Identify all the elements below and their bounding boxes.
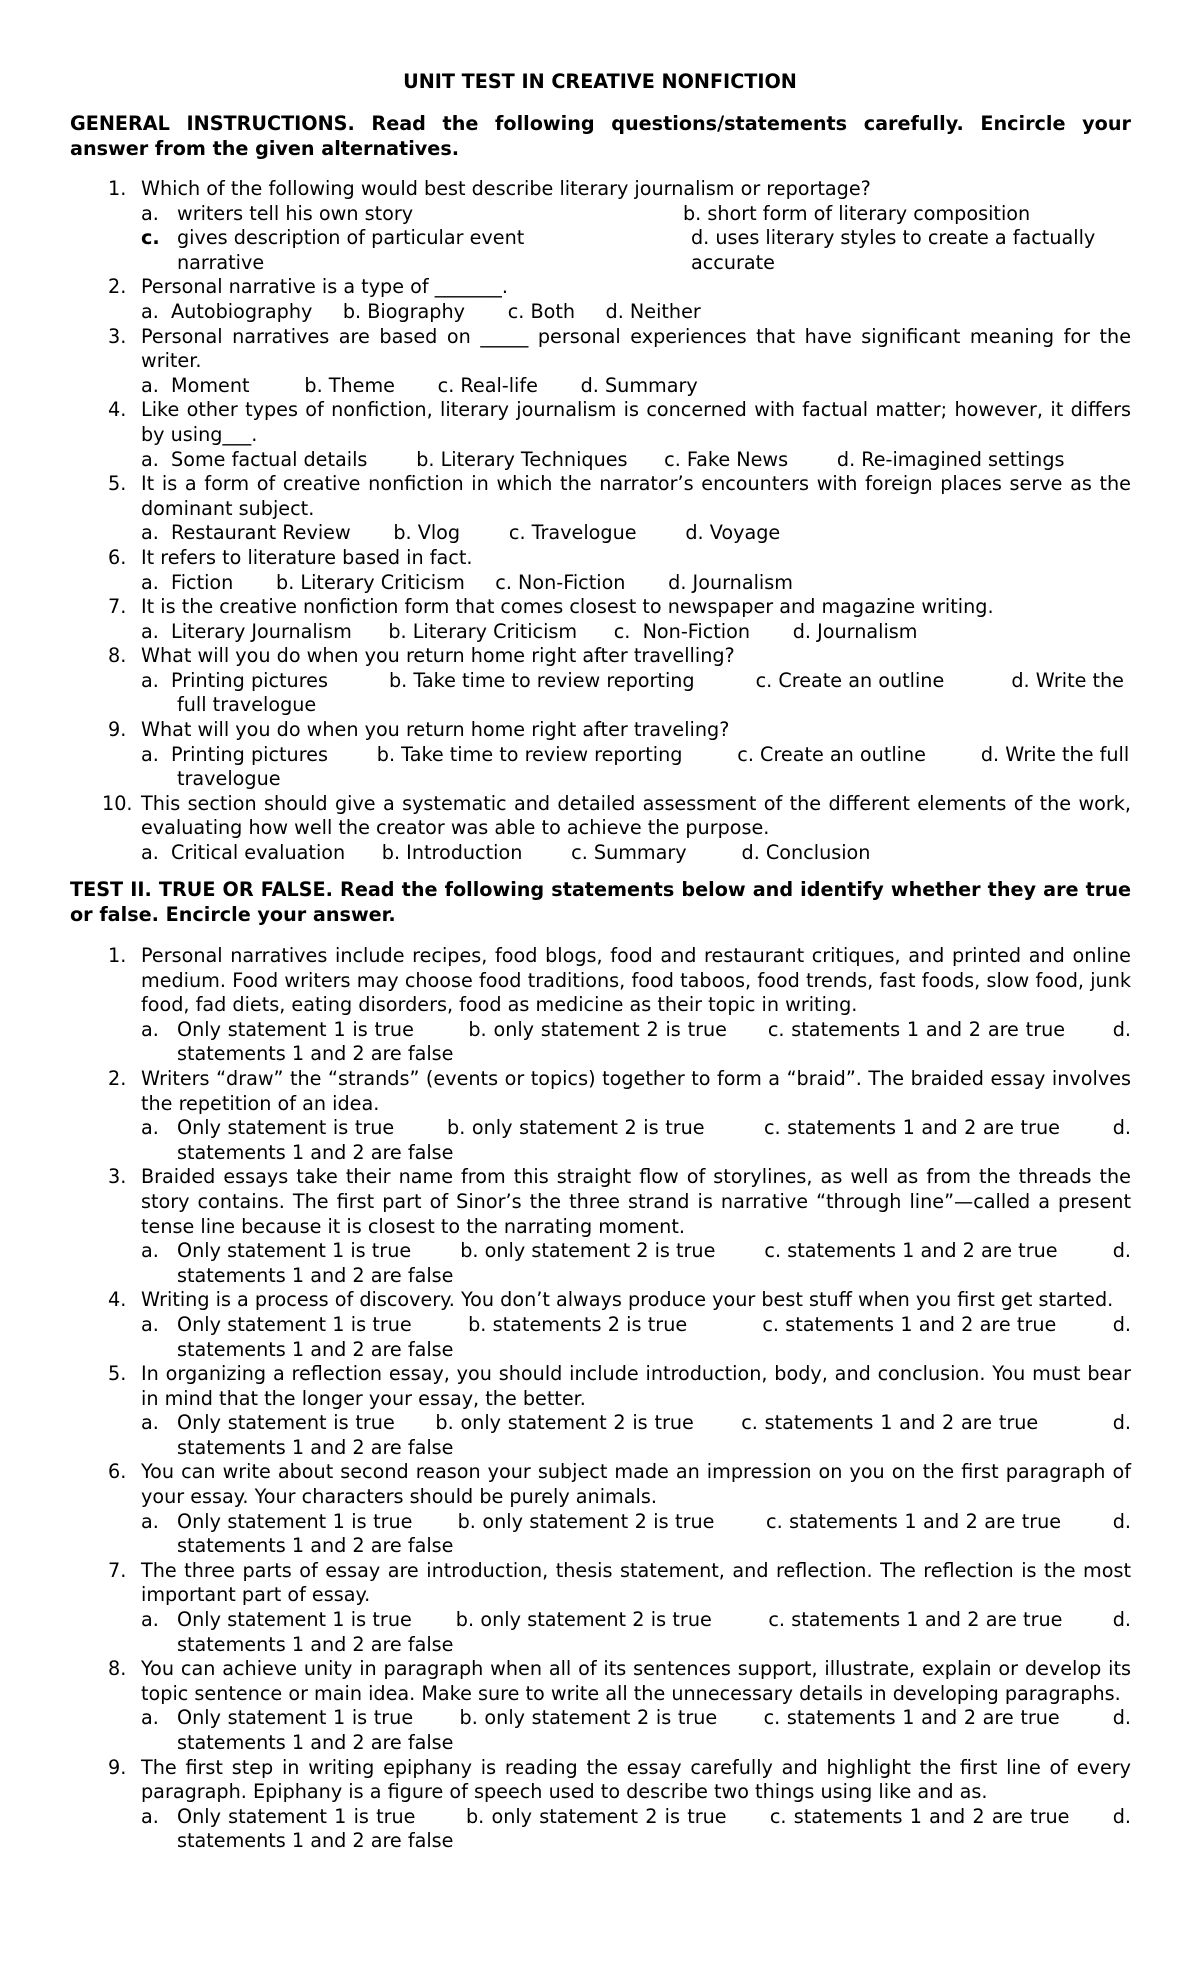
tf-item (70, 944, 1138, 1067)
question-text: It is a form of creative nonfiction in which the narrator’s encounters with foreign places serve as the dominant subject. (141, 472, 1131, 520)
question-1 (70, 177, 1131, 275)
item-number: 8. (108, 1657, 127, 1681)
tf-item (70, 1066, 1138, 1165)
item-text: Braided essays take their name from this straight flow of storylines, as well as from the threads the story contains. The first part of Sinor’s the three strand is narrative “through line”—called a present tense line because it is closest to the narrating moment. (141, 1165, 1131, 1238)
item-options: a. Only statement 1 is true b. only statement 2 is true c. statements 1 and 2 are true d. statements 1 and 2 are false (141, 1509, 1138, 1558)
item-options-text: Only statement 1 is true b. only statement 2 is true c. statements 1 and 2 are true d. statements 1 and 2 are false (177, 1239, 1138, 1287)
item-options-text: Only statement 1 is true b. only statement 2 is true c. statements 1 and 2 are true d. statements 1 and 2 are false (177, 1706, 1138, 1754)
question-9: 9. What will you do when you return home right after traveling? a. Printing pictures b. Take time to review reporting c. Create an outline d. Write the full travelogue (108, 718, 1130, 791)
test1-questions (70, 177, 1131, 866)
question-options: a. writers tell his own story b. short form of literary composition c. gives description of particular event d. uses literary styles to create a factually accurate narrative (141, 202, 1131, 276)
question-3: 3. Personal narratives are based on _____ personal experiences that have significant meaning for the writer. a. Moment b. Theme c. Real-life d. Summary (108, 324, 1131, 397)
item-options-text: Only statement 1 is true b. only statement 2 is true c. statements 1 and 2 are true d. statements 1 and 2 are false (177, 1804, 1138, 1853)
question-number: 1. (108, 177, 127, 200)
item-number: 6. (108, 1460, 127, 1484)
item-text: Writing is a process of discovery. You don’t always produce your best stuff when you first get started. (141, 1288, 1114, 1312)
question-text: Personal narrative is a type of _______. (141, 275, 508, 299)
item-options-text: Only statement 1 is true b. statements 2 is true c. statements 1 and 2 are true d. statements 1 and 2 are false (177, 1312, 1138, 1361)
item-options: a. Only statement 1 is true b. only statement 2 is true c. statements 1 and 2 are true d. statements 1 and 2 are false (141, 1804, 1138, 1853)
item-text: The first step in writing epiphany is reading the essay carefully and highlight the first line of every paragraph. Epiphany is a figure of speech used to describe two things using like and as. (141, 1755, 1131, 1804)
item-number: 1. (108, 944, 127, 967)
item-text: Personal narratives include recipes, food blogs, food and restaurant critiques, and printed and online medium. Food writers may choose food traditions, food taboos, food trends, fast foods, slow food, junk food, fad diets, eating disorders, food as medicine as their topic in writing. (141, 944, 1131, 1017)
option-a: writers tell his own story (177, 201, 414, 225)
item-options: a. Only statement 1 is true b. only statement 2 is true c. statements 1 and 2 are true d. statements 1 and 2 are false (141, 1608, 1138, 1656)
question-5: 5. It is a form of creative nonfiction in which the narrator’s encounters with foreign places serve as the dominant subject. a. Restaurant Review b. Vlog c. Travelogue d. Voyage (108, 472, 1131, 545)
item-options: a. Only statement 1 is true b. only statement 2 is true c. statements 1 and 2 are true d. statements 1 and 2 are false (141, 1017, 1138, 1066)
item-number: 2. (108, 1066, 127, 1090)
item-options: a. Only statement 1 is true b. statements 2 is true c. statements 1 and 2 are true d. statements 1 and 2 are false (141, 1312, 1138, 1361)
item-options-text: Only statement is true b. only statement 2 is true c. statements 1 and 2 are true d. statements 1 and 2 are false (177, 1116, 1138, 1164)
question-text: It is the creative nonfiction form that comes closest to newspaper and magazine writing. (141, 595, 994, 619)
question-6: 6. It refers to literature based in fact. a. Fiction b. Literary Criticism c. Non-Fiction d. Journalism (70, 546, 1131, 595)
item-options: a. Only statement 1 is true b. only statement 2 is true c. statements 1 and 2 are true d. statements 1 and 2 are false (141, 1706, 1138, 1754)
question-8: 8. What will you do when you return home right after travelling? a. Printing pictures b. Take time to review reporting c. Create an outline d. Write the full travelogue (70, 644, 1131, 718)
question-options: a. Some factual details b. Literary Techniques c. Fake News d. Re-imagined settings (141, 447, 1065, 471)
page-title: UNIT TEST IN CREATIVE NONFICTION (403, 70, 797, 93)
item-number: 4. (108, 1288, 127, 1312)
tf-item (70, 1657, 1138, 1755)
option-c: gives description of particular event (177, 226, 525, 250)
question-options: a. Fiction b. Literary Criticism c. Non-Fiction d. Journalism (141, 570, 793, 594)
question-text: Which of the following would best describe literary journalism or reportage? (141, 177, 871, 200)
item-options-text: Only statement is true b. only statement 2 is true c. statements 1 and 2 are true d. statements 1 and 2 are false (177, 1411, 1138, 1459)
question-7: 7. It is the creative nonfiction form that comes closest to newspaper and magazine writing. a. Literary Journalism b. Literary Criticism c. Non-Fiction d. Journalism (70, 595, 1131, 644)
item-number: 9. (108, 1755, 127, 1779)
question-options: a. Printing pictures b. Take time to review reporting c. Create an outline d. Write the (141, 668, 1124, 692)
item-options-text: Only statement 1 is true b. only statement 2 is true c. statements 1 and 2 are true d. statements 1 and 2 are false (177, 1509, 1138, 1558)
question-4: 4. Like other types of nonfiction, literary journalism is concerned with factual matter; however, it differs by using___. a. Some factual details b. Literary Techniques c. Fake News d. Re-imagined settings (108, 398, 1131, 471)
question-text: This section should give a systematic and detailed assessment of the different elements of the work, evaluating how well the creator was able to achieve the purpose. (141, 791, 1131, 840)
question-2: 2. Personal narrative is a type of _______. a. Autobiography b. Biography c. Both d. Neither (70, 275, 1131, 324)
question-options: a. Literary Journalism b. Literary Criticism c. Non-Fiction d. Journalism (141, 619, 918, 643)
item-text: Writers “draw” the “strands” (events or topics) together to form a “braid”. The braided essay involves the repetition of an idea. (141, 1066, 1131, 1115)
option-d: d. uses literary styles to create a factually accurate (691, 226, 1096, 274)
item-text: The three parts of essay are introduction, thesis statement, and reflection. The reflection is the most important part of essay. (141, 1558, 1131, 1607)
question-text: Like other types of nonfiction, literary journalism is concerned with factual matter; however, it differs by using___. (141, 398, 1131, 446)
test2-instructions: TEST II. TRUE OR FALSE. Read the following statements below and identify whether they are true or false. Encircle your answer. (70, 878, 1131, 926)
tf-item (70, 1460, 1138, 1558)
test2-questions (70, 944, 1138, 1854)
question-options: a. Moment b. Theme c. Real-life d. Summary (141, 373, 698, 397)
question-text: What will you do when you return home right after travelling? (141, 644, 735, 668)
question-options: a. Critical evaluation b. Introduction c. Summary d. Conclusion (141, 841, 871, 865)
general-instructions: GENERAL INSTRUCTIONS. Read the following questions/statements carefully. Encircle your answer from the given alternatives. (70, 112, 1131, 160)
option-d-continued: narrative (177, 250, 265, 274)
question-options-continued: full travelogue (177, 693, 317, 717)
item-options: a. Only statement is true b. only statement 2 is true c. statements 1 and 2 are true d. statements 1 and 2 are false (141, 1116, 1138, 1164)
question-options: a. Printing pictures b. Take time to review reporting c. Create an outline d. Write the full (141, 742, 1130, 766)
item-text: In organizing a reflection essay, you should include introduction, body, and conclusion. You must bear in mind that the longer your essay, the better. (141, 1362, 1131, 1410)
tf-item (70, 1288, 1138, 1362)
item-options-text: Only statement 1 is true b. only statement 2 is true c. statements 1 and 2 are true d. statements 1 and 2 are false (177, 1608, 1138, 1656)
item-text: You can achieve unity in paragraph when all of its sentences support, illustrate, explain or develop its topic sentence or main idea. Make sure to write all the unnecessary details in developing paragraphs. (141, 1657, 1131, 1705)
question-options-continued: travelogue (177, 767, 281, 791)
item-options: a. Only statement 1 is true b. only statement 2 is true c. statements 1 and 2 are true d. statements 1 and 2 are false (141, 1239, 1138, 1287)
question-10: 10. This section should give a systematic and detailed assessment of the different elements of the work, evaluating how well the creator was able to achieve the purpose. a. Critical evaluation b. Introduction c. Summary d. Conclusion (102, 791, 1131, 865)
item-number: 3. (108, 1165, 127, 1189)
option-b: b. short form of literary composition (683, 201, 1031, 225)
question-options: a. Restaurant Review b. Vlog c. Travelogue d. Voyage (141, 521, 781, 545)
tf-item (70, 1362, 1138, 1460)
question-text: Personal narratives are based on _____ personal experiences that have significant meaning for the writer. (141, 324, 1131, 373)
tf-item (70, 1755, 1138, 1854)
item-options-text: Only statement 1 is true b. only statement 2 is true c. statements 1 and 2 are true d. statements 1 and 2 are false (177, 1017, 1138, 1066)
question-text: It refers to literature based in fact. (141, 545, 473, 569)
item-number: 7. (108, 1558, 127, 1582)
tf-item (70, 1165, 1138, 1288)
question-text: What will you do when you return home right after traveling? (141, 718, 730, 742)
item-options: a. Only statement is true b. only statement 2 is true c. statements 1 and 2 are true d. statements 1 and 2 are false (141, 1411, 1138, 1459)
item-text: You can write about second reason your subject made an impression on you on the first paragraph of your essay. Your characters should be purely animals. (141, 1460, 1131, 1509)
tf-item (70, 1558, 1138, 1657)
question-options: a. Autobiography b. Biography c. Both d. Neither (141, 299, 701, 323)
item-number: 5. (108, 1362, 127, 1386)
